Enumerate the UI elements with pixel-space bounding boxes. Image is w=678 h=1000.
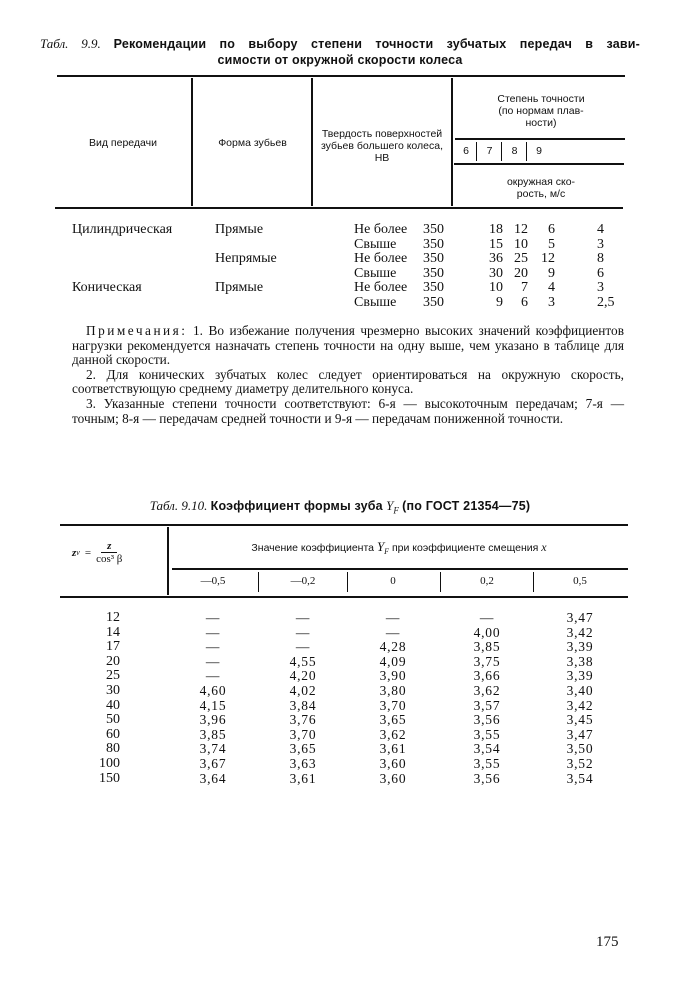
- header-degree-line3: ности): [525, 117, 557, 129]
- row-speed: 15: [489, 236, 503, 252]
- row-speed: 7: [521, 280, 528, 296]
- row-yf: 4,60: [199, 683, 227, 698]
- row-yf: 3,55: [473, 756, 501, 771]
- row-speed: 3: [548, 295, 555, 310]
- row-z: 80: [106, 741, 120, 757]
- row-yf: —: [295, 624, 311, 640]
- note-3: 3. Указанные степени точности соответствуют: 6-я — высокоточным передачам; 7-я — точным; 8-я — передачам средней точности и 9-я — передачам пониженной точности.: [72, 395, 624, 426]
- row-yf: 3,52: [566, 756, 594, 771]
- row-yf: 3,70: [379, 697, 407, 713]
- row-yf: 3,40: [566, 683, 594, 698]
- row-z: 25: [106, 668, 120, 684]
- x-value: —0,2: [290, 575, 316, 587]
- header-hardness-line3: НВ: [374, 152, 390, 164]
- degree-7: 7: [486, 145, 493, 157]
- divider: [172, 568, 628, 570]
- row-yf: 4,28: [379, 639, 407, 655]
- page-number: 175: [596, 934, 619, 950]
- row-yf: 3,42: [566, 624, 594, 640]
- row-yf: 3,65: [379, 712, 407, 728]
- row-yf: 3,50: [566, 741, 594, 757]
- group-header-a: Значение коэффициента: [251, 542, 375, 554]
- row-speed: 6: [597, 265, 604, 281]
- header-speed-line1: окружная ско-: [506, 176, 576, 188]
- header-speed: [455, 176, 627, 200]
- row-yf: 3,38: [566, 653, 594, 669]
- divider: [191, 78, 193, 206]
- row-yf: 4,09: [379, 653, 407, 669]
- row-yf: 3,62: [379, 726, 407, 742]
- divider: [454, 163, 624, 165]
- row-yf: 3,67: [199, 756, 227, 771]
- row-z: 60: [106, 726, 120, 742]
- row-speed: 4: [597, 222, 604, 237]
- x-value: 0,2: [480, 575, 494, 587]
- zv-formula: [72, 540, 122, 565]
- row-speed: 18: [489, 222, 503, 237]
- row-speed: 12: [514, 222, 528, 237]
- group-header-x: x: [541, 540, 547, 554]
- row-yf: 3,64: [199, 770, 227, 786]
- row-yf: 3,74: [199, 741, 227, 757]
- degree-8: 8: [511, 145, 518, 157]
- row-yf: 3,90: [379, 668, 407, 684]
- header-hardness: [313, 128, 451, 164]
- row-yf: 3,54: [566, 770, 594, 786]
- notes: [72, 324, 624, 426]
- degree-9: 9: [536, 145, 542, 157]
- row-speed: 6: [521, 295, 528, 310]
- row-teeth: Непрямые: [215, 251, 277, 267]
- row-yf: 3,47: [566, 610, 594, 625]
- row-z: 50: [106, 712, 120, 728]
- group-header-b: при коэффициенте смещения: [391, 542, 539, 554]
- row-hb: 350: [423, 280, 444, 296]
- row-hardness: Не более: [354, 251, 408, 267]
- divider: [533, 572, 534, 592]
- row-speed: 3: [597, 236, 604, 252]
- row-hardness: Не более: [354, 222, 408, 237]
- row-hardness: Не более: [354, 280, 408, 296]
- row-yf: —: [205, 610, 221, 625]
- row-speed: 25: [514, 251, 528, 267]
- row-yf: 4,55: [289, 653, 317, 669]
- row-yf: —: [205, 668, 221, 684]
- table2-label: Табл. 9.10.: [149, 498, 208, 513]
- table1-caption-line2: симости от окружной скорости колеса: [217, 53, 463, 67]
- row-yf: 3,60: [379, 756, 407, 771]
- table2-caption-text: Коэффициент формы зуба: [210, 499, 383, 513]
- group-header-sub: F: [384, 547, 390, 557]
- row-yf: 3,80: [379, 683, 407, 698]
- row-yf: 3,61: [379, 741, 407, 757]
- table1-caption-line1: Рекомендации по выбору степени точности зубчатых передач в зави-: [113, 37, 640, 51]
- row-z: 100: [99, 756, 120, 771]
- row-yf: —: [385, 610, 401, 625]
- row-yf: 3,60: [379, 770, 407, 786]
- row-hb: 350: [423, 236, 444, 252]
- row-yf: 3,56: [473, 712, 501, 728]
- zv-lhs: z: [72, 546, 77, 559]
- row-speed: 10: [514, 236, 528, 252]
- zv-num: z: [101, 540, 117, 553]
- yf-sub: F: [393, 505, 399, 516]
- row-yf: 4,02: [289, 683, 317, 698]
- row-yf: 3,70: [289, 726, 317, 742]
- row-yf: 3,39: [566, 668, 594, 684]
- row-yf: 4,00: [473, 624, 501, 640]
- row-type: Коническая: [72, 280, 142, 296]
- divider: [167, 527, 169, 595]
- x-value: 0: [390, 575, 396, 587]
- header-degree-line2: (по нормам плав-: [498, 105, 584, 117]
- row-hb: 350: [423, 265, 444, 281]
- row-yf: 3,61: [289, 770, 317, 786]
- row-speed: 9: [548, 265, 555, 281]
- zv-den: cos³ β: [96, 553, 123, 565]
- row-speed: 36: [489, 251, 503, 267]
- row-speed: 3: [597, 280, 604, 296]
- row-teeth: Прямые: [215, 222, 264, 237]
- row-z: 30: [106, 683, 120, 698]
- row-hb: 350: [423, 251, 444, 267]
- row-z: 150: [99, 770, 120, 786]
- header-hardness-line1: Твердость поверхностей: [321, 128, 443, 140]
- row-yf: 3,57: [473, 697, 501, 713]
- header-speed-line2: рость, м/с: [516, 188, 566, 200]
- row-yf: 3,85: [473, 639, 501, 655]
- divider: [501, 142, 502, 161]
- group-header: [170, 541, 628, 558]
- divider: [258, 572, 259, 592]
- row-yf: 3,45: [566, 712, 594, 728]
- row-yf: 4,15: [199, 697, 227, 713]
- row-yf: —: [295, 639, 311, 655]
- table1-header-rule: [55, 207, 623, 209]
- row-hardness: Свыше: [354, 236, 397, 252]
- zv-eq: =: [84, 546, 92, 559]
- header-type: Вид передачи: [89, 137, 157, 149]
- row-z: 40: [106, 697, 120, 713]
- row-yf: —: [205, 624, 221, 640]
- divider: [455, 138, 625, 140]
- row-z: 12: [106, 610, 120, 625]
- row-yf: 3,75: [473, 653, 501, 669]
- row-yf: 3,85: [199, 726, 227, 742]
- note-2: 2. Для конических зубчатых колес следует ориентироваться на окружную скорость, соответствующую среднему диаметру делительного конуса.: [72, 366, 624, 397]
- row-yf: 3,96: [199, 712, 227, 728]
- row-speed: 8: [597, 251, 604, 267]
- table2-header-rule: [60, 596, 628, 598]
- header-degree-line1: Степень точности: [497, 93, 585, 105]
- divider: [526, 142, 527, 161]
- table2-caption: [40, 498, 640, 519]
- row-yf: —: [205, 653, 221, 669]
- row-hb: 350: [423, 295, 444, 310]
- table1-label: Табл. 9.9.: [40, 36, 101, 51]
- row-speed: 20: [514, 265, 528, 281]
- row-yf: —: [385, 624, 401, 640]
- notes-label: Примечания:: [86, 323, 188, 338]
- divider: [347, 572, 348, 592]
- row-speed: 10: [489, 280, 503, 296]
- row-yf: 3,42: [566, 697, 594, 713]
- row-speed: 9: [496, 295, 503, 310]
- row-speed: 6: [548, 222, 555, 237]
- note-1: [72, 324, 624, 368]
- table1-top-rule: [57, 75, 625, 77]
- row-yf: 4,20: [289, 668, 317, 684]
- row-yf: 3,76: [289, 712, 317, 728]
- row-yf: 3,54: [473, 741, 501, 757]
- row-yf: 3,84: [289, 697, 317, 713]
- row-hardness: Свыше: [354, 295, 397, 310]
- row-speed: 5: [548, 236, 555, 252]
- header-teeth: Форма зубьев: [218, 137, 287, 149]
- row-yf: 3,62: [473, 683, 501, 698]
- table2-caption-tail: (по ГОСТ 21354—75): [402, 499, 531, 513]
- zv-sub: v: [76, 548, 80, 557]
- table2-top-rule: [60, 524, 628, 526]
- x-value: 0,5: [573, 575, 587, 587]
- row-speed: 30: [489, 265, 503, 281]
- row-z: 17: [106, 639, 120, 655]
- row-yf: —: [205, 639, 221, 655]
- row-z: 20: [106, 653, 120, 669]
- row-yf: 3,47: [566, 726, 594, 742]
- table1-caption: [40, 36, 640, 68]
- header-degree: [455, 93, 627, 129]
- x-value: —0,5: [200, 575, 226, 587]
- row-z: 14: [106, 624, 120, 640]
- row-speed: 12: [541, 251, 555, 267]
- row-yf: 3,63: [289, 756, 317, 771]
- row-yf: 3,56: [473, 770, 501, 786]
- yf-symbol: Y: [386, 498, 394, 513]
- divider: [451, 78, 453, 206]
- divider: [440, 572, 441, 592]
- row-type: Цилиндрическая: [72, 222, 173, 237]
- row-yf: 3,39: [566, 639, 594, 655]
- row-hb: 350: [423, 222, 444, 237]
- row-yf: 3,65: [289, 741, 317, 757]
- row-yf: 3,55: [473, 726, 501, 742]
- row-yf: 3,66: [473, 668, 501, 684]
- degree-6: 6: [463, 145, 469, 157]
- row-speed: 2,5: [597, 295, 615, 310]
- row-hardness: Свыше: [354, 265, 397, 281]
- group-header-sym: Y: [376, 539, 385, 554]
- header-hardness-line2: зубьев большего колеса,: [320, 140, 444, 152]
- row-yf: —: [295, 610, 311, 625]
- row-speed: 4: [548, 280, 555, 296]
- row-teeth: Прямые: [215, 280, 264, 296]
- row-yf: —: [479, 610, 495, 625]
- note-1-text: 1. Во избежание получения чрезмерно высоких значений коэффициентов нагрузки рекомендуется назначать степень точности на одну выше, чем указано в таблице для данной скорости.: [72, 323, 624, 368]
